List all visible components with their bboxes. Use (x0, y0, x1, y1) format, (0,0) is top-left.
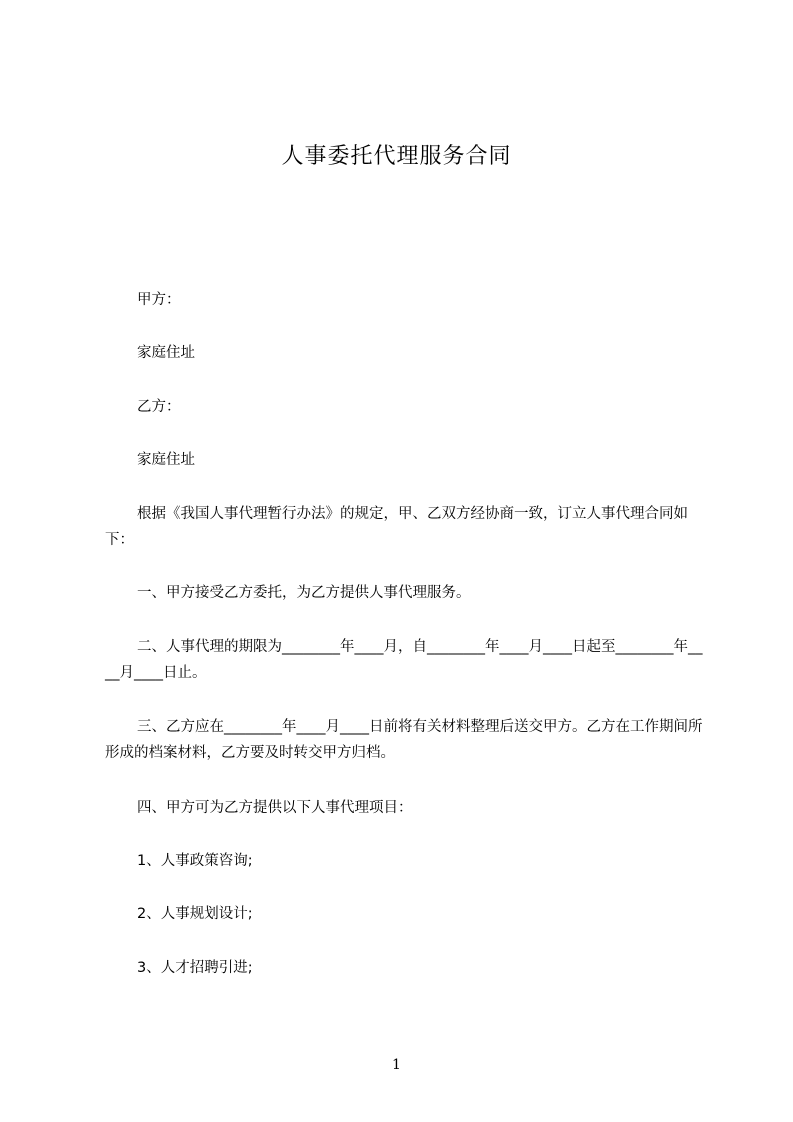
clause-2: 二、人事代理的期限为________年____月，自________年____月____日起至________年____月____日止。 (105, 639, 703, 681)
page-number: 1 (392, 1057, 401, 1073)
party-b-address: 家庭住址 (137, 452, 195, 468)
clause-4: 四、甲方可为乙方提供以下人事代理项目： (137, 800, 413, 816)
document-title: 人事委托代理服务合同 (281, 144, 512, 169)
intro-paragraph: 根据《我国人事代理暂行办法》的规定，甲、乙双方经协商一致，订立人事代理合同如下： (105, 506, 688, 548)
list-item: 3、人才招聘引进; (137, 960, 253, 976)
list-item: 1、人事政策咨询; (137, 853, 253, 869)
clause-3: 三、乙方应在________年____月____日前将有关材料整理后送交甲方。乙方在工作期间所形成的档案材料，乙方要及时转交甲方归档。 (105, 719, 703, 761)
party-a-label: 甲方： (137, 292, 181, 308)
party-a-address: 家庭住址 (137, 345, 195, 361)
party-b-label: 乙方： (137, 399, 181, 415)
clause-1: 一、甲方接受乙方委托，为乙方提供人事代理服务。 (137, 585, 471, 601)
list-item: 2、人事规划设计; (137, 906, 253, 922)
